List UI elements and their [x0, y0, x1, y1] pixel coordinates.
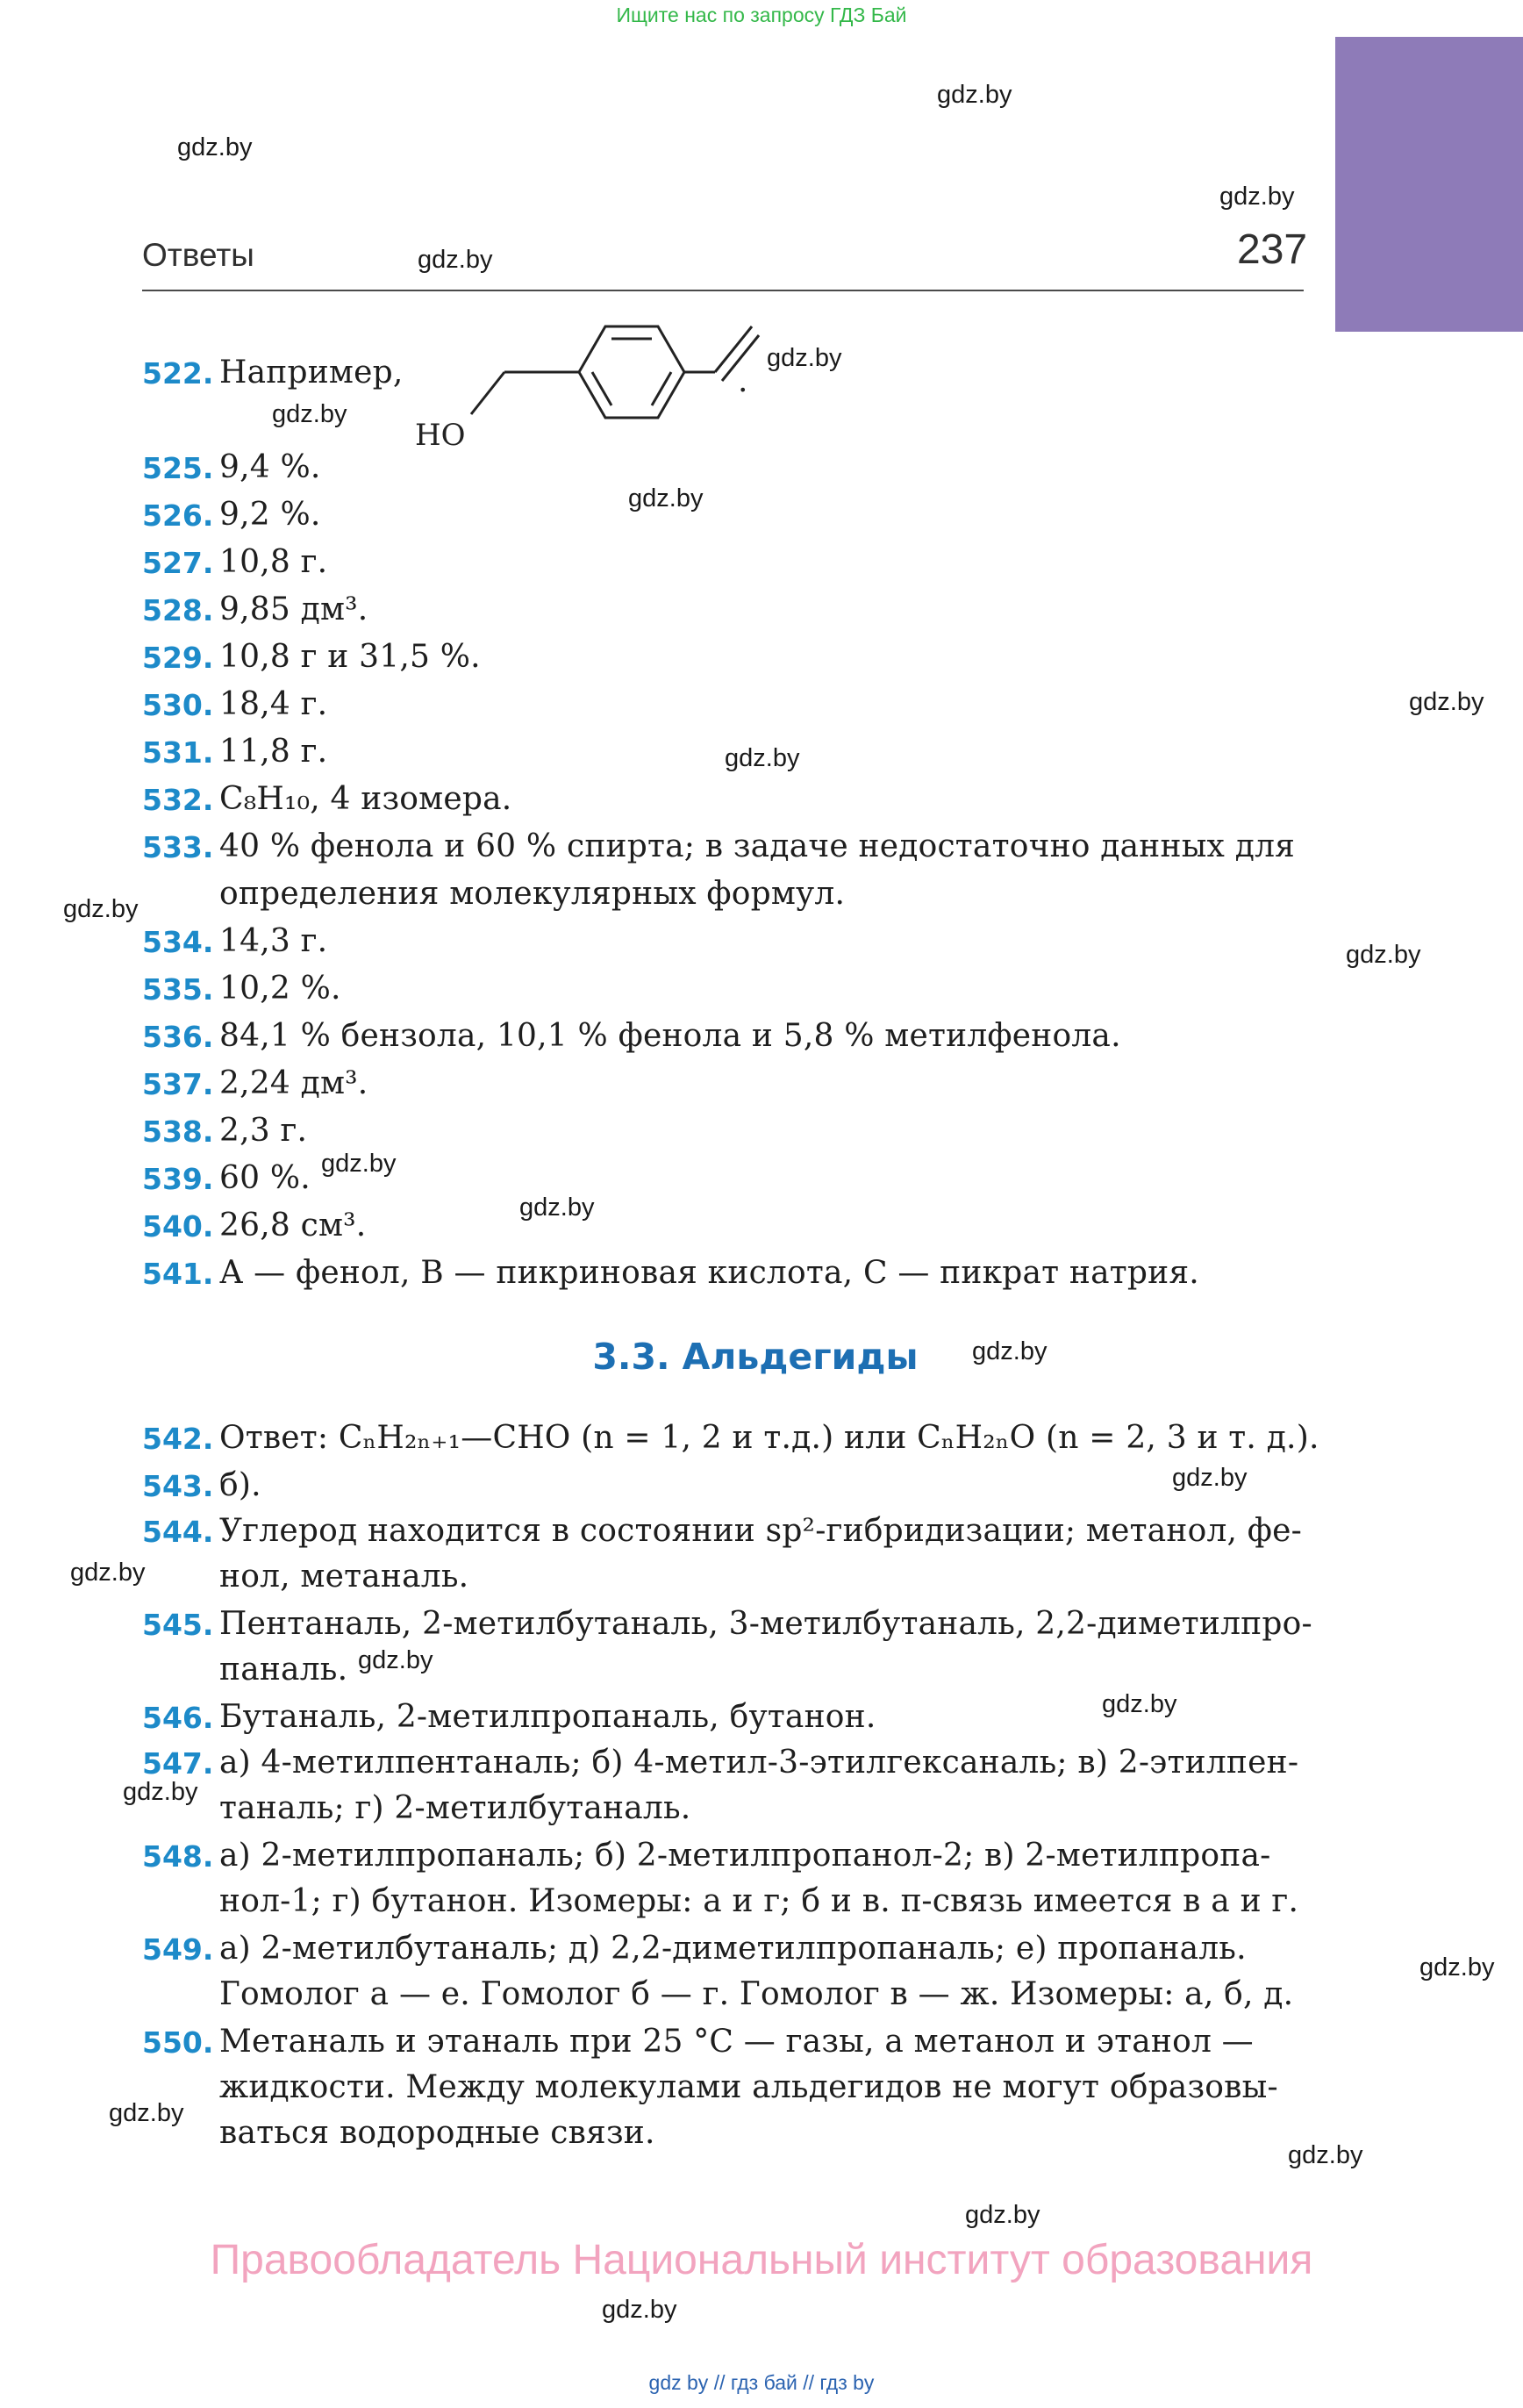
answer-number: 544. [142, 1515, 214, 1549]
watermark: gdz.by [1172, 1464, 1248, 1492]
answer-continuation: ваться водородные связи. [219, 2115, 655, 2151]
answer-number: 532. [142, 783, 214, 817]
oh-bond [471, 372, 504, 414]
chapter-tab [1335, 37, 1523, 332]
answer-number: 535. [142, 972, 214, 1007]
answer-text: C₈H₁₀, 4 изомера. [219, 781, 512, 817]
answer-number: 536. [142, 1020, 214, 1054]
copyright-notice: Правообладатель Национальный институт образования [210, 2237, 1313, 2283]
answer-continuation: Гомолог а — е. Гомолог б — г. Гомолог в — ж. Изомеры: а, б, д. [219, 1976, 1294, 2012]
answer-number: 549. [142, 1932, 214, 1967]
answer-number: 526. [142, 498, 214, 533]
answer-text: 84,1 % бензола, 10,1 % фенола и 5,8 % метилфенола. [219, 1018, 1121, 1054]
watermark: gdz.by [767, 344, 842, 372]
answer-number: 522. [142, 356, 214, 391]
watermark: gdz.by [1346, 941, 1421, 969]
answer-text: 10,8 г и 31,5 %. [219, 639, 481, 675]
answer-continuation: нол, метаналь. [219, 1559, 469, 1595]
answer-continuation: нол-1; г) бутанон. Изомеры: а и г; б и в. π-связь имеется в а и г. [219, 1883, 1299, 1919]
answer-text: 9,4 %. [219, 449, 321, 485]
answer-text: 10,2 %. [219, 971, 341, 1007]
answer-text: 2,24 дм³. [219, 1065, 368, 1101]
answer-text: а) 4-метилпентаналь; б) 4-метил-3-этилгексаналь; в) 2-этилпен- [219, 1745, 1299, 1781]
answer-number: 542. [142, 1422, 214, 1456]
section-heading [0, 1336, 1523, 1378]
section-title: Альдегиды [682, 1336, 919, 1378]
answer-text: а) 2-метилбутаналь; д) 2,2-диметилпропаналь; е) пропаналь. [219, 1931, 1247, 1967]
watermark: gdz.by [972, 1337, 1048, 1365]
answer-text: 18,4 г. [219, 686, 328, 722]
vinylbenzyl-alcohol-structure [408, 316, 776, 456]
answer-number: 538. [142, 1114, 214, 1149]
answer-text: Например, [219, 355, 404, 391]
answer-text: А — фенол, В — пикриновая кислота, С — пикрат натрия. [219, 1255, 1199, 1291]
watermark: gdz.by [1102, 1690, 1177, 1718]
answer-number: 525. [142, 451, 214, 485]
answer-text: Бутаналь, 2-метилпропаналь, бутанон. [219, 1699, 876, 1735]
answer-number: 540. [142, 1209, 214, 1243]
answer-number: 531. [142, 735, 214, 770]
answer-number: 546. [142, 1701, 214, 1735]
watermark: gdz.by [1409, 688, 1484, 716]
answer-continuation: таналь; г) 2-метилбутаналь. [219, 1790, 691, 1826]
benzene-ring [579, 326, 684, 418]
answer-text: б). [219, 1467, 261, 1503]
watermark: gdz.by [1419, 1953, 1495, 1982]
watermark: gdz.by [1288, 2141, 1363, 2169]
answer-number: 533. [142, 830, 214, 864]
answer-text: а) 2-метилпропаналь; б) 2-метилпропанол-2; в) 2-метилпропа- [219, 1838, 1271, 1874]
watermark: gdz.by [725, 744, 800, 772]
answer-continuation: жидкости. Между молекулами альдегидов не могут образовы- [219, 2069, 1278, 2105]
answer-continuation: определения молекулярных формул. [219, 876, 846, 912]
answer-text: 14,3 г. [219, 923, 328, 959]
watermark: gdz.by [418, 246, 493, 274]
watermark: gdz.by [358, 1646, 433, 1674]
page-number: 237 [1237, 226, 1308, 273]
answer-text: Ответ: CₙH₂ₙ₊₁—CHO (n = 1, 2 и т.д.) или CₙH₂ₙO (n = 2, 3 и т. д.). [219, 1420, 1319, 1456]
watermark: gdz.by [1219, 183, 1295, 211]
watermark: gdz.by [109, 2099, 184, 2127]
watermark: gdz.by [321, 1150, 397, 1178]
answer-text: 40 % фенола и 60 % спирта; в задаче недостаточно данных для [219, 828, 1296, 864]
answer-number: 527. [142, 546, 214, 580]
answer-number: 537. [142, 1067, 214, 1101]
answer-number: 539. [142, 1162, 214, 1196]
answer-text: 11,8 г. [219, 734, 328, 770]
answer-number: 543. [142, 1469, 214, 1503]
answer-number: 541. [142, 1257, 214, 1291]
watermark: gdz.by [272, 400, 347, 428]
watermark: gdz.by [177, 133, 253, 161]
structure-period: . [738, 363, 748, 399]
answer-text: 9,2 %. [219, 497, 321, 533]
answer-number: 550. [142, 2025, 214, 2060]
answer-number: 545. [142, 1608, 214, 1642]
watermark: gdz.by [519, 1193, 595, 1222]
answer-number: 547. [142, 1746, 214, 1781]
running-header-title: Ответы [142, 237, 254, 273]
answer-text: 60 %. [219, 1160, 311, 1196]
header-divider [142, 290, 1304, 291]
watermark: gdz.by [63, 895, 139, 923]
hydroxyl-label: HO [415, 418, 466, 453]
answer-text: 10,8 г. [219, 544, 328, 580]
answer-text: 2,3 г. [219, 1113, 308, 1149]
watermark: gdz.by [70, 1559, 146, 1587]
answer-text: Углерод находится в состоянии sp²-гибридизации; метанол, фе- [219, 1513, 1303, 1549]
answer-number: 529. [142, 641, 214, 675]
section-number: 3.3. [592, 1336, 670, 1378]
answer-number: 534. [142, 925, 214, 959]
watermark: gdz.by [965, 2201, 1040, 2229]
watermark: gdz.by [937, 81, 1012, 109]
watermark: gdz.by [628, 484, 704, 512]
answer-text: 9,85 дм³. [219, 591, 368, 627]
answer-text: 26,8 см³. [219, 1208, 367, 1243]
answer-continuation: паналь. [219, 1652, 348, 1688]
watermark: gdz.by [602, 2296, 677, 2324]
footer-links: gdz by // гдз бай // гдз by [648, 2371, 875, 2394]
answer-number: 548. [142, 1839, 214, 1874]
answer-text: Пентаналь, 2-метилбутаналь, 3-метилбутаналь, 2,2-диметилпро- [219, 1606, 1312, 1642]
answer-number: 530. [142, 688, 214, 722]
top-search-note: Ищите нас по запросу ГДЗ Бай [616, 4, 907, 26]
answer-number: 528. [142, 593, 214, 627]
answer-text: Метаналь и этаналь при 25 °С — газы, а метанол и этанол — [219, 2024, 1254, 2060]
watermark: gdz.by [123, 1778, 198, 1806]
